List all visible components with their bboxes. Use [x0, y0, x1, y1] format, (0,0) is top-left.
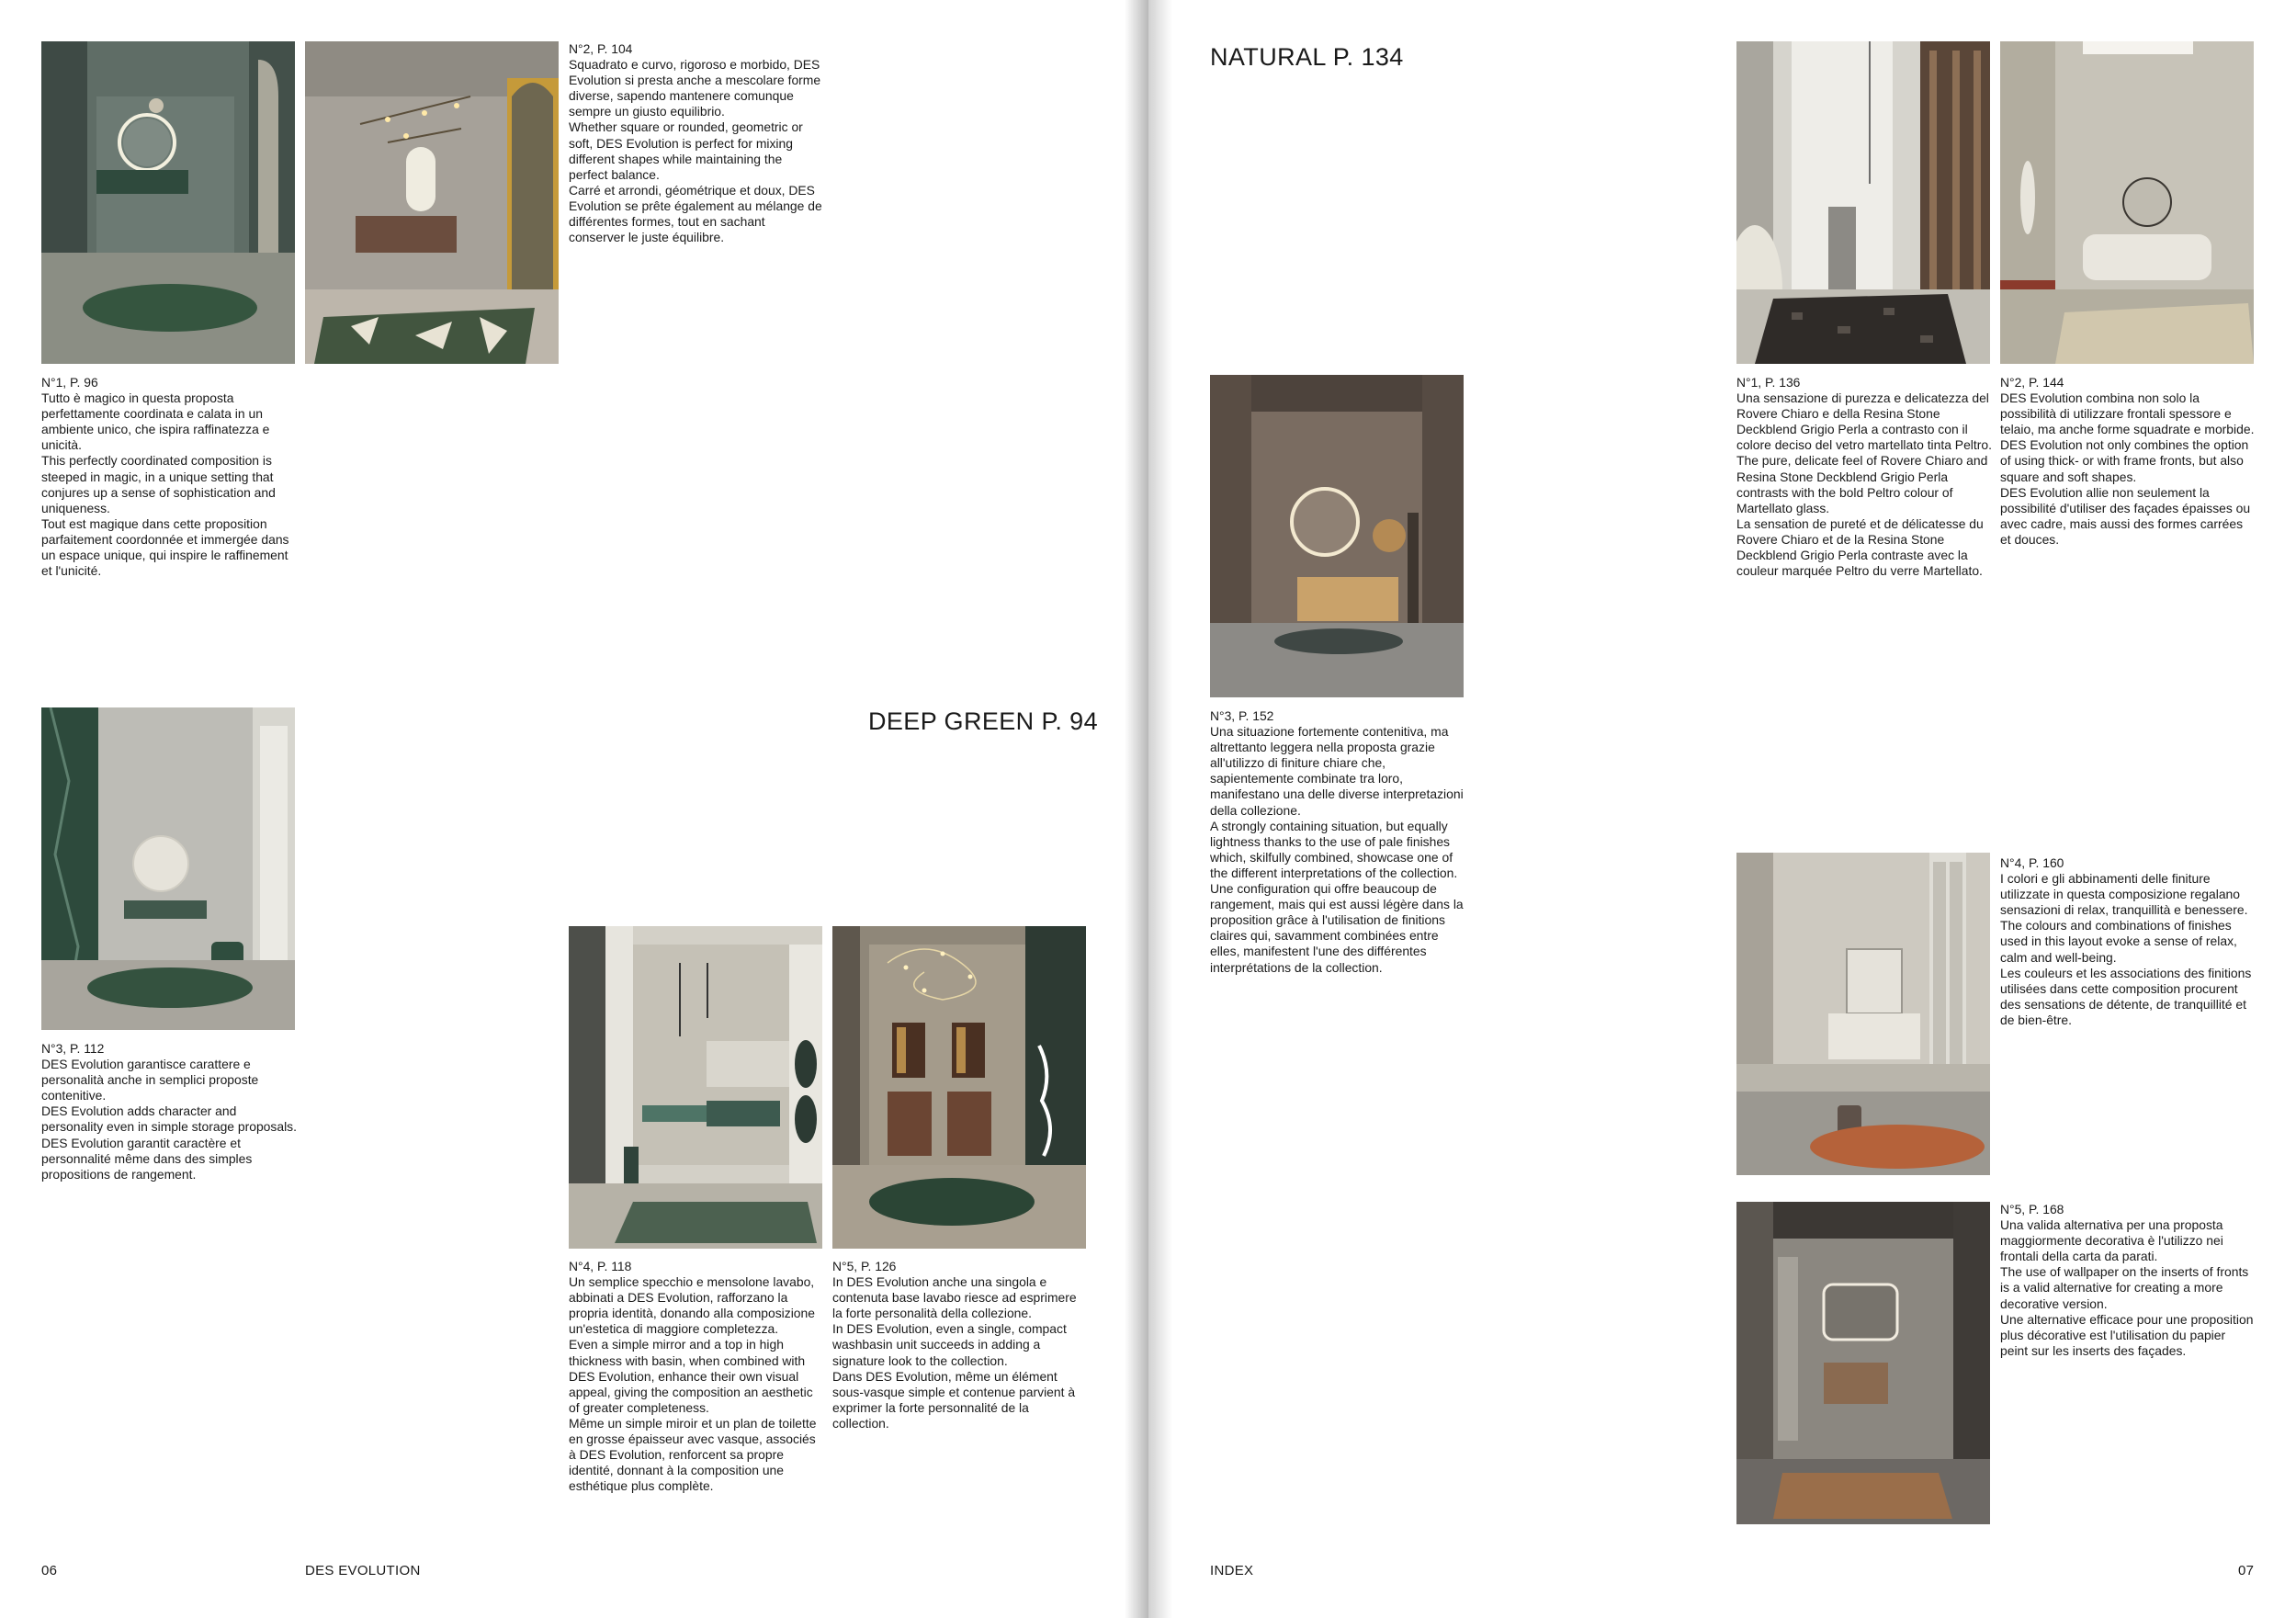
caption-text-fr: Une alternative efficace pour une proposition plus décorative est l'utilisation du papier peint sur les inserts des façades.: [2000, 1311, 2254, 1358]
photo-deep-green-1: [41, 41, 295, 364]
caption-text-fr: DES Evolution allie non seulement la possibilité d'utiliser des façades épaisses ou avec cadre, mais aussi des formes carrées et douces.: [2000, 484, 2251, 547]
spine-shadow-right: [1148, 0, 1172, 1618]
caption-natural-1: [1736, 375, 1992, 579]
caption-text-fr: Même un simple miroir et un plan de toilette en grosse épaisseur avec vasque, associés à DES Evolution, renforcent sa propre identité, donnant à la composition une esthétique plus complète.: [569, 1415, 817, 1494]
caption-text-it: DES Evolution garantisce carattere e personalità anche in semplici proposte contenitive.: [41, 1057, 259, 1103]
caption-text-it: Una valida alternativa per una proposta maggiormente decorativa è l'utilizzo nei frontali della carta da parati.: [2000, 1217, 2223, 1264]
caption-text-fr: Les couleurs et les associations des finitions utilisées dans cette composition procurent des sensations de détente, de tranquillité et de bien-être.: [2000, 965, 2252, 1027]
photo-deep-green-2: [305, 41, 559, 364]
caption-text-it: Una situazione fortemente contenitiva, ma altrettanto leggera nella proposta grazie all'utilizzo di finiture chiare che, sapientemente combinate tra loro, manifestano una delle diverse interpretazioni della collezione.: [1210, 724, 1464, 818]
caption-text-en: DES Evolution not only combines the option of using thick- or with frame fronts, but also square and soft shapes.: [2000, 437, 2249, 484]
caption-text-it: In DES Evolution anche una singola e contenuta base lavabo riesce ad esprimere la forte personalità della collezione.: [832, 1274, 1077, 1321]
photo-natural-2: [2000, 41, 2254, 364]
folio-left: 06: [41, 1563, 58, 1578]
caption-ref: N°3, P. 112: [41, 1041, 105, 1056]
running-head-right: INDEX: [1210, 1563, 1254, 1578]
caption-text-en: The pure, delicate feel of Rovere Chiaro and Resina Stone Deckblend Grigio Perla contrasts with the bold Peltro colour of Martellato glass.: [1736, 453, 1988, 515]
caption-text-it: Squadrato e curvo, rigoroso e morbido, DES Evolution si presta anche a mescolare forme diverse, sapendo mantenere comunque sempre un giusto equilibrio.: [569, 57, 821, 119]
caption-deep-green-5: [832, 1259, 1088, 1431]
caption-natural-4: [2000, 855, 2256, 1028]
caption-text-en: This perfectly coordinated composition is steeped in magic, in a unique setting that conjures up a sense of sophistication and uniqueness.: [41, 453, 276, 515]
caption-text-fr: Une configuration qui offre beaucoup de rangement, mais qui est aussi légère dans la proposition grâce à l'utilisation de finitions claires qui, savamment combinées entre elles, manifestent l'une des différentes interprétations de la collection.: [1210, 881, 1464, 975]
photo-deep-green-4: [569, 926, 822, 1249]
caption-deep-green-4: [569, 1259, 824, 1494]
caption-text-fr: DES Evolution garantit caractère et personnalité même dans des simples propositions de rangement.: [41, 1135, 253, 1182]
caption-text-it: DES Evolution combina non solo la possibilità di utilizzare frontali spessore e telaio, ma anche forme squadrate e morbide.: [2000, 390, 2255, 437]
caption-text-en: Even a simple mirror and a top in high thickness with basin, when combined with DES Evolution, enhance their own visual appeal, giving the composition an aesthetic of greater completeness.: [569, 1337, 813, 1415]
caption-ref: N°5, P. 126: [832, 1259, 897, 1273]
caption-ref: N°3, P. 152: [1210, 708, 1274, 723]
caption-text-en: DES Evolution adds character and personality even in simple storage proposals.: [41, 1103, 297, 1135]
caption-text-en: In DES Evolution, even a single, compact washbasin unit succeeds in adding a signature look to the collection.: [832, 1321, 1067, 1368]
caption-text-en: The use of wallpaper on the inserts of fronts is a valid alternative for creating a more decorative version.: [2000, 1264, 2249, 1311]
caption-ref: N°4, P. 160: [2000, 855, 2064, 870]
caption-deep-green-2: [569, 41, 824, 245]
folio-right: 07: [2238, 1563, 2255, 1578]
photo-deep-green-5: [832, 926, 1086, 1249]
photo-natural-4: [1736, 853, 1990, 1175]
caption-text-en: Whether square or rounded, geometric or soft, DES Evolution is perfect for mixing different shapes while maintaining the perfect balance.: [569, 119, 803, 182]
photo-natural-1: [1736, 41, 1990, 364]
photo-deep-green-3: [41, 707, 295, 1030]
caption-text-it: Un semplice specchio e mensolone lavabo, abbinati a DES Evolution, rafforzano la propria identità, donando alla composizione un'estetica di maggiore completezza.: [569, 1274, 815, 1337]
photo-natural-3: [1210, 375, 1464, 697]
caption-ref: N°1, P. 96: [41, 375, 98, 390]
caption-text-fr: Carré et arrondi, géométrique et doux, DES Evolution se prête également au mélange de différentes formes, tout en sachant conserver le juste équilibre.: [569, 182, 822, 245]
spine-shadow-left: [1125, 0, 1148, 1618]
caption-natural-2: [2000, 375, 2256, 548]
right-page: [1148, 0, 2296, 1618]
caption-text-fr: Tout est magique dans cette proposition parfaitement coordonnée et immergée dans un espace unique, qui inspire le raffinement et l'unicité.: [41, 515, 289, 579]
photo-natural-5: [1736, 1202, 1990, 1524]
caption-text-en: A strongly containing situation, but equally lightness thanks to the use of pale finishes which, skilfully combined, showcase one of the different interpretations of the collection.: [1210, 818, 1458, 880]
caption-text-it: Una sensazione di purezza e delicatezza del Rovere Chiaro e della Resina Stone Deckblend Grigio Perla a contrasto con il colore deciso del vetro martellato tinta Peltro.: [1736, 390, 1992, 453]
caption-text-en: The colours and combinations of finishes used in this layout evoke a sense of relax, calm and well-being.: [2000, 918, 2237, 965]
caption-text-it: Tutto è magico in questa proposta perfettamente coordinata e calata in un ambiente unico, che ispira raffinatezza e unicità.: [41, 390, 270, 453]
running-head-left: DES EVOLUTION: [305, 1563, 421, 1578]
caption-ref: N°1, P. 136: [1736, 375, 1801, 390]
caption-text-it: I colori e gli abbinamenti delle finiture utilizzate in questa composizione regalano sensazioni di relax, tranquillità e benessere.: [2000, 871, 2248, 918]
caption-deep-green-3: [41, 1041, 297, 1182]
caption-ref: N°5, P. 168: [2000, 1202, 2064, 1216]
caption-text-fr: Dans DES Evolution, même un élément sous-vasque simple et contenue parvient à exprimer la forte personnalité de la collection.: [832, 1368, 1076, 1431]
caption-ref: N°2, P. 144: [2000, 375, 2064, 390]
caption-ref: N°2, P. 104: [569, 41, 633, 56]
caption-natural-3: [1210, 708, 1465, 976]
caption-ref: N°4, P. 118: [569, 1259, 632, 1273]
caption-natural-5: [2000, 1202, 2256, 1359]
section-title-deep-green: DEEP GREEN P. 94: [868, 707, 1099, 735]
section-title-natural: NATURAL P. 134: [1210, 43, 1404, 71]
caption-deep-green-1: [41, 375, 297, 579]
caption-text-fr: La sensation de pureté et de délicatesse du Rovere Chiaro et de la Resina Stone Deckblend Grigio Perla contraste avec la couleur marquée Peltro du verre Martellato.: [1736, 515, 1984, 579]
